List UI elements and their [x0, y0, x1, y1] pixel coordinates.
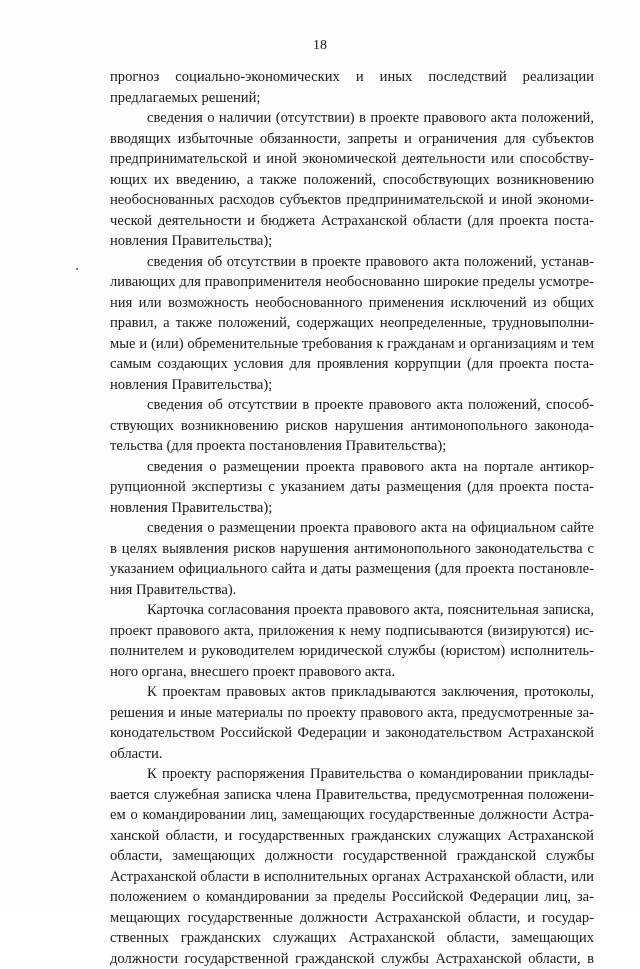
text-line: ческой деятельности и бюджета Астраханской области (для проекта поста-: [110, 211, 594, 232]
text-line: сведения о наличии (отсутствии) в проекте правового акта положений,: [110, 108, 594, 129]
paragraph: [110, 682, 594, 764]
paragraph: [110, 457, 594, 519]
text-line: ственных гражданских служащих Астраханской области, замещающих: [110, 928, 594, 949]
text-line: ливающих для правоприменителя необоснованно широкие пределы усмотре-: [110, 272, 594, 293]
text-line: ем о командировании лиц, замещающих государственные должности Астра-: [110, 805, 594, 826]
scan-artifact-dot: [76, 268, 78, 270]
text-line: Астраханской области в исполнительных органах Астраханской области, или: [110, 867, 594, 888]
text-line: полнителем и руководителем юридической службы (юристом) исполнитель-: [110, 641, 594, 662]
text-line: правил, а также положений, содержащих неопределенные, трудновыполни-: [110, 313, 594, 334]
text-line: положением о командировании за пределы Российской Федерации лиц, за-: [110, 887, 594, 908]
paragraph: [110, 108, 594, 252]
text-line: вается служебная записка члена Правительства, предусмотренная положени-: [110, 785, 594, 806]
text-line: ния Правительства).: [110, 580, 594, 601]
text-line: области, замещающих должности государственной гражданской службы: [110, 846, 594, 867]
text-line: предпринимательской и иной экономической деятельности или способству-: [110, 149, 594, 170]
text-line: рупционной экспертизы с указанием даты размещения (для проекта поста-: [110, 477, 594, 498]
text-line: проект правового акта, приложения к нему подписываются (визируются) ис-: [110, 621, 594, 642]
page-number: 18: [0, 38, 640, 54]
text-line: Карточка согласования проекта правового акта, пояснительная записка,: [110, 600, 594, 621]
text-line: в целях выявления рисков нарушения антимонопольного законодательства с: [110, 539, 594, 560]
text-line: ханской области, и государственных гражданских служащих Астраханской: [110, 826, 594, 847]
text-line: прогноз социально-экономических и иных последствий реализации: [110, 67, 594, 88]
text-line: новления Правительства);: [110, 375, 594, 396]
text-line: должности государственной гражданской службы Астраханской области, в: [110, 949, 594, 969]
text-line: сведения об отсутствии в проекте правового акта положений, способ-: [110, 395, 594, 416]
text-line: К проектам правовых актов прикладываются заключения, протоколы,: [110, 682, 594, 703]
text-line: решения и иные материалы по проекту правового акта, предусмотренные за-: [110, 703, 594, 724]
text-line: новления Правительства);: [110, 231, 594, 252]
text-line: конодательством Российской Федерации и законодательством Астраханской: [110, 723, 594, 744]
text-line: ющих их введению, а также положений, способствующих возникновению: [110, 170, 594, 191]
text-line: необоснованных расходов субъектов предпринимательской и иной экономи-: [110, 190, 594, 211]
text-line: ного органа, внесшего проект правового акта.: [110, 662, 594, 683]
paragraph: [110, 518, 594, 600]
document-body: [110, 67, 594, 969]
text-line: мые и (или) обременительные требования к гражданам и организациям и тем: [110, 334, 594, 355]
paragraph: [110, 252, 594, 396]
text-line: ствующих возникновению рисков нарушения антимонопольного законода-: [110, 416, 594, 437]
paragraph: [110, 764, 594, 969]
text-line: указанием официального сайта и даты размещения (для проекта постановле-: [110, 559, 594, 580]
paragraph: [110, 600, 594, 682]
text-line: ния или возможность необоснованного применения исключений из общих: [110, 293, 594, 314]
text-line: области.: [110, 744, 594, 765]
paragraph: [110, 395, 594, 457]
text-line: К проекту распоряжения Правительства о командировании приклады-: [110, 764, 594, 785]
text-line: новления Правительства);: [110, 498, 594, 519]
text-line: предлагаемых решений;: [110, 88, 594, 109]
text-line: самым создающих условия для проявления коррупции (для проекта поста-: [110, 354, 594, 375]
text-line: тельства (для проекта постановления Правительства);: [110, 436, 594, 457]
text-line: вводящих избыточные обязанности, запреты и ограничения для субъектов: [110, 129, 594, 150]
text-line: сведения о размещении проекта правового акта на официальном сайте: [110, 518, 594, 539]
text-line: сведения об отсутствии в проекте правового акта положений, устанав-: [110, 252, 594, 273]
text-line: сведения о размещении проекта правового акта на портале антикор-: [110, 457, 594, 478]
text-line: мещающих государственные должности Астраханской области, и государ-: [110, 908, 594, 929]
paragraph: [110, 67, 594, 108]
